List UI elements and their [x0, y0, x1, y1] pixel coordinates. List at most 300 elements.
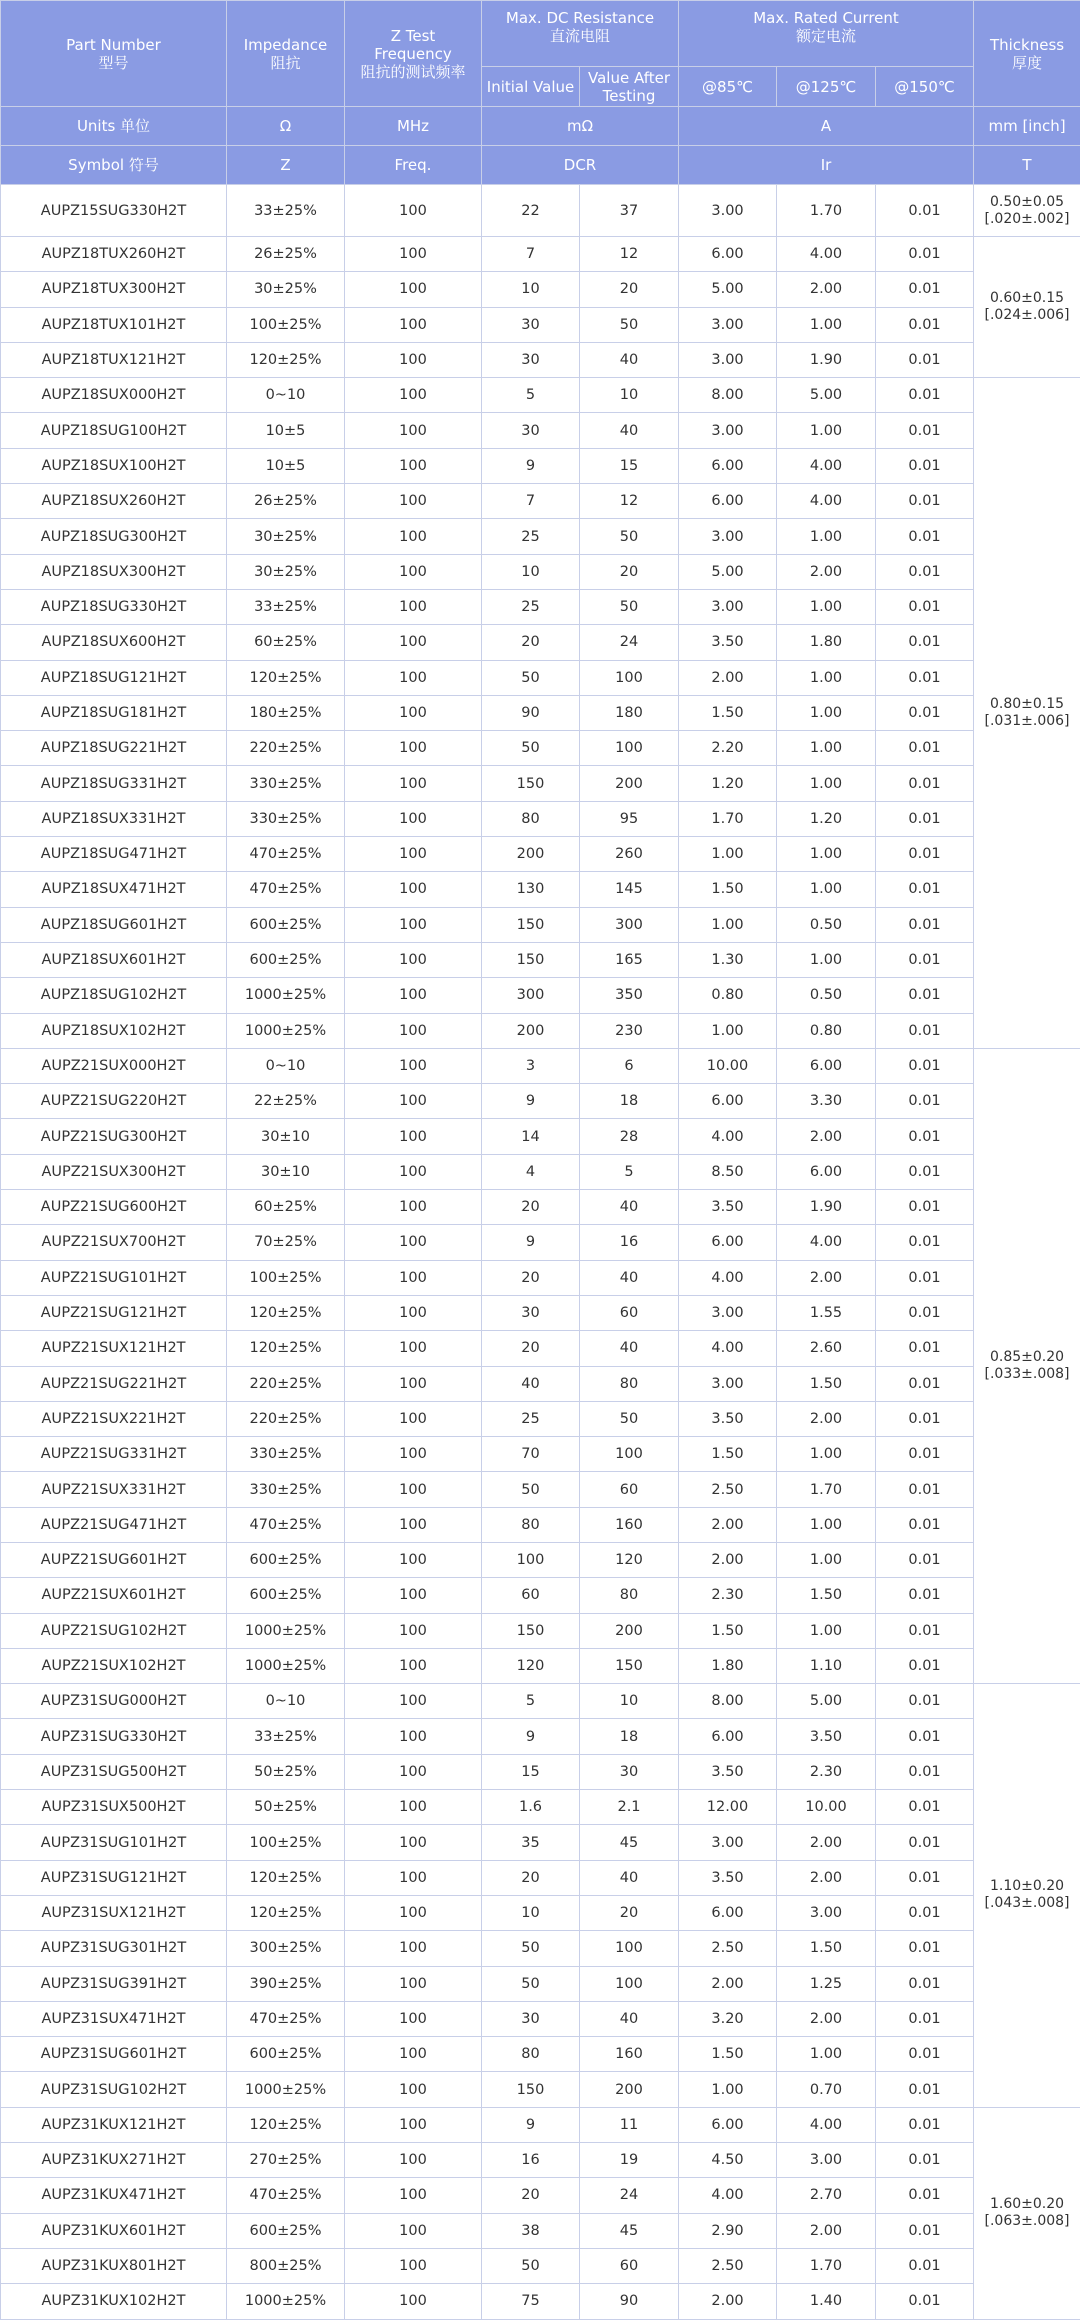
cell-frequency: 100 — [345, 1401, 482, 1436]
cell-part-number: AUPZ18SUG471H2T — [1, 837, 227, 872]
cell-dcr-after: 350 — [580, 978, 679, 1013]
table-row — [1, 942, 1080, 977]
cell-current-85: 1.50 — [679, 695, 777, 730]
cell-current-85: 3.00 — [679, 589, 777, 624]
cell-frequency: 100 — [345, 1331, 482, 1366]
cell-part-number: AUPZ21SUG102H2T — [1, 1613, 227, 1648]
cell-part-number: AUPZ18TUX260H2T — [1, 237, 227, 272]
cell-current-85: 1.00 — [679, 2072, 777, 2107]
cell-impedance: 1000±25% — [227, 2072, 345, 2107]
cell-dcr-initial: 80 — [482, 2037, 580, 2072]
cell-current-150: 0.01 — [876, 1437, 974, 1472]
cell-part-number: AUPZ18SUG331H2T — [1, 766, 227, 801]
cell-part-number: AUPZ18SUX102H2T — [1, 1013, 227, 1048]
header-temp-85: @85℃ — [679, 67, 777, 107]
cell-part-number: AUPZ18SUX300H2T — [1, 554, 227, 589]
cell-current-150: 0.01 — [876, 1895, 974, 1930]
cell-dcr-initial: 7 — [482, 484, 580, 519]
cell-current-150: 0.01 — [876, 2107, 974, 2142]
table-row — [1, 1331, 1080, 1366]
cell-current-125: 1.50 — [777, 1931, 876, 1966]
table-row — [1, 1401, 1080, 1436]
cell-current-85: 2.90 — [679, 2213, 777, 2248]
cell-current-85: 2.50 — [679, 1472, 777, 1507]
header-value-after-testing: Value After Testing — [580, 67, 679, 107]
cell-frequency: 100 — [345, 413, 482, 448]
cell-part-number: AUPZ18SUG330H2T — [1, 589, 227, 624]
cell-impedance: 600±25% — [227, 1578, 345, 1613]
cell-current-125: 3.50 — [777, 1719, 876, 1754]
cell-dcr-after: 40 — [580, 2001, 679, 2036]
cell-dcr-initial: 80 — [482, 801, 580, 836]
cell-current-85: 1.30 — [679, 942, 777, 977]
table-row — [1, 1154, 1080, 1189]
cell-impedance: 10±5 — [227, 413, 345, 448]
table-row — [1, 1578, 1080, 1613]
table-row — [1, 1931, 1080, 1966]
cell-current-125: 1.70 — [777, 185, 876, 237]
cell-current-125: 10.00 — [777, 1790, 876, 1825]
cell-part-number: AUPZ15SUG330H2T — [1, 185, 227, 237]
cell-dcr-initial: 50 — [482, 2248, 580, 2283]
cell-dcr-initial: 20 — [482, 1190, 580, 1225]
cell-current-150: 0.01 — [876, 1084, 974, 1119]
cell-current-125: 2.30 — [777, 1754, 876, 1789]
table-row — [1, 1754, 1080, 1789]
cell-current-85: 5.00 — [679, 272, 777, 307]
table-row — [1, 413, 1080, 448]
cell-current-150: 0.01 — [876, 801, 974, 836]
cell-current-125: 1.80 — [777, 625, 876, 660]
table-body — [1, 185, 1080, 2320]
cell-dcr-after: 30 — [580, 1754, 679, 1789]
cell-part-number: AUPZ18SUG102H2T — [1, 978, 227, 1013]
cell-current-125: 3.00 — [777, 1895, 876, 1930]
cell-dcr-after: 28 — [580, 1119, 679, 1154]
cell-impedance: 470±25% — [227, 837, 345, 872]
cell-current-85: 4.00 — [679, 1119, 777, 1154]
cell-dcr-after: 11 — [580, 2107, 679, 2142]
symbol-row — [1, 146, 1080, 185]
cell-current-150: 0.01 — [876, 1613, 974, 1648]
cell-part-number: AUPZ31SUG500H2T — [1, 1754, 227, 1789]
cell-thickness — [974, 185, 1080, 237]
table-row — [1, 872, 1080, 907]
cell-current-85: 2.00 — [679, 1507, 777, 1542]
cell-dcr-after: 15 — [580, 448, 679, 483]
units-label: Units 单位 — [1, 107, 227, 146]
cell-impedance: 600±25% — [227, 907, 345, 942]
cell-current-150: 0.01 — [876, 907, 974, 942]
thickness-inch: [.033±.008] — [974, 1366, 1080, 1383]
cell-impedance: 0~10 — [227, 1048, 345, 1083]
cell-dcr-initial: 20 — [482, 625, 580, 660]
cell-current-85: 1.50 — [679, 2037, 777, 2072]
cell-dcr-initial: 40 — [482, 1366, 580, 1401]
cell-current-85: 3.00 — [679, 1825, 777, 1860]
cell-impedance: 120±25% — [227, 1295, 345, 1330]
cell-current-85: 1.50 — [679, 1613, 777, 1648]
cell-dcr-initial: 16 — [482, 2143, 580, 2178]
cell-dcr-after: 24 — [580, 2178, 679, 2213]
cell-current-125: 2.70 — [777, 2178, 876, 2213]
table-row — [1, 978, 1080, 1013]
cell-dcr-after: 20 — [580, 1895, 679, 1930]
cell-current-85: 6.00 — [679, 1225, 777, 1260]
cell-dcr-after: 230 — [580, 1013, 679, 1048]
cell-part-number: AUPZ21SUG331H2T — [1, 1437, 227, 1472]
table-row — [1, 907, 1080, 942]
cell-dcr-initial: 200 — [482, 837, 580, 872]
cell-dcr-after: 80 — [580, 1366, 679, 1401]
cell-frequency: 100 — [345, 2072, 482, 2107]
cell-current-85: 6.00 — [679, 1084, 777, 1119]
cell-current-125: 1.00 — [777, 2037, 876, 2072]
cell-dcr-after: 100 — [580, 1966, 679, 2001]
thickness-mm: 0.50±0.05 — [974, 194, 1080, 211]
cell-frequency: 100 — [345, 2037, 482, 2072]
cell-current-150: 0.01 — [876, 2072, 974, 2107]
cell-dcr-initial: 35 — [482, 1825, 580, 1860]
cell-impedance: 390±25% — [227, 1966, 345, 2001]
cell-current-150: 0.01 — [876, 2178, 974, 2213]
cell-current-150: 0.01 — [876, 1719, 974, 1754]
cell-dcr-after: 200 — [580, 766, 679, 801]
cell-current-150: 0.01 — [876, 1472, 974, 1507]
units-impedance: Ω — [227, 107, 345, 146]
cell-frequency: 100 — [345, 872, 482, 907]
cell-current-150: 0.01 — [876, 378, 974, 413]
table-row — [1, 625, 1080, 660]
cell-current-150: 0.01 — [876, 1684, 974, 1719]
cell-part-number: AUPZ18SUX000H2T — [1, 378, 227, 413]
table-row — [1, 1119, 1080, 1154]
table-row — [1, 2213, 1080, 2248]
cell-impedance: 0~10 — [227, 1684, 345, 1719]
cell-current-125: 4.00 — [777, 1225, 876, 1260]
cell-impedance: 30±10 — [227, 1119, 345, 1154]
table-row — [1, 1048, 1080, 1083]
table-row — [1, 1437, 1080, 1472]
cell-current-125: 1.10 — [777, 1648, 876, 1683]
cell-frequency: 100 — [345, 1048, 482, 1083]
thickness-mm: 0.60±0.15 — [974, 290, 1080, 307]
cell-impedance: 100±25% — [227, 307, 345, 342]
cell-current-125: 1.90 — [777, 1190, 876, 1225]
cell-current-125: 1.25 — [777, 1966, 876, 2001]
cell-dcr-initial: 50 — [482, 731, 580, 766]
cell-current-85: 6.00 — [679, 1719, 777, 1754]
cell-current-85: 3.50 — [679, 1860, 777, 1895]
cell-current-150: 0.01 — [876, 1401, 974, 1436]
cell-dcr-initial: 25 — [482, 589, 580, 624]
cell-current-85: 2.50 — [679, 2248, 777, 2283]
header-temp-150: @150℃ — [876, 67, 974, 107]
cell-current-125: 2.00 — [777, 1260, 876, 1295]
cell-impedance: 50±25% — [227, 1754, 345, 1789]
cell-current-150: 0.01 — [876, 1295, 974, 1330]
cell-dcr-after: 37 — [580, 185, 679, 237]
cell-dcr-after: 10 — [580, 378, 679, 413]
cell-part-number: AUPZ31KUX271H2T — [1, 2143, 227, 2178]
cell-dcr-initial: 5 — [482, 1684, 580, 1719]
cell-frequency: 100 — [345, 731, 482, 766]
cell-part-number: AUPZ21SUX121H2T — [1, 1331, 227, 1366]
cell-dcr-initial: 50 — [482, 1966, 580, 2001]
cell-current-125: 2.00 — [777, 1825, 876, 1860]
cell-current-85: 3.50 — [679, 1754, 777, 1789]
cell-current-150: 0.01 — [876, 1542, 974, 1577]
cell-current-125: 2.00 — [777, 2213, 876, 2248]
cell-frequency: 100 — [345, 1190, 482, 1225]
cell-frequency: 100 — [345, 2284, 482, 2319]
cell-current-125: 1.00 — [777, 872, 876, 907]
cell-frequency: 100 — [345, 1790, 482, 1825]
cell-current-150: 0.01 — [876, 1790, 974, 1825]
cell-impedance: 120±25% — [227, 342, 345, 377]
cell-dcr-after: 300 — [580, 907, 679, 942]
cell-dcr-after: 20 — [580, 272, 679, 307]
cell-dcr-after: 100 — [580, 660, 679, 695]
cell-dcr-initial: 38 — [482, 2213, 580, 2248]
cell-dcr-after: 50 — [580, 307, 679, 342]
cell-current-85: 12.00 — [679, 1790, 777, 1825]
cell-current-85: 1.00 — [679, 837, 777, 872]
cell-current-85: 3.50 — [679, 1190, 777, 1225]
table-row — [1, 1507, 1080, 1542]
cell-frequency: 100 — [345, 1719, 482, 1754]
cell-current-125: 0.70 — [777, 2072, 876, 2107]
cell-current-150: 0.01 — [876, 342, 974, 377]
cell-current-150: 0.01 — [876, 2213, 974, 2248]
cell-current-150: 0.01 — [876, 766, 974, 801]
cell-frequency: 100 — [345, 625, 482, 660]
table-row — [1, 2143, 1080, 2178]
cell-dcr-initial: 20 — [482, 2178, 580, 2213]
cell-frequency: 100 — [345, 2248, 482, 2283]
cell-thickness — [974, 2107, 1080, 2319]
cell-impedance: 220±25% — [227, 1366, 345, 1401]
cell-impedance: 33±25% — [227, 589, 345, 624]
cell-current-125: 4.00 — [777, 237, 876, 272]
cell-frequency: 100 — [345, 1366, 482, 1401]
cell-current-125: 1.70 — [777, 1472, 876, 1507]
cell-impedance: 100±25% — [227, 1825, 345, 1860]
cell-impedance: 470±25% — [227, 2178, 345, 2213]
cell-part-number: AUPZ21SUG220H2T — [1, 1084, 227, 1119]
cell-current-85: 2.30 — [679, 1578, 777, 1613]
cell-part-number: AUPZ31SUX500H2T — [1, 1790, 227, 1825]
cell-current-125: 1.00 — [777, 660, 876, 695]
cell-current-150: 0.01 — [876, 1225, 974, 1260]
cell-current-125: 1.00 — [777, 695, 876, 730]
table-row — [1, 519, 1080, 554]
cell-dcr-after: 260 — [580, 837, 679, 872]
cell-frequency: 100 — [345, 801, 482, 836]
cell-impedance: 30±25% — [227, 554, 345, 589]
table-row — [1, 1190, 1080, 1225]
cell-frequency: 100 — [345, 1966, 482, 2001]
cell-dcr-after: 24 — [580, 625, 679, 660]
cell-current-150: 0.01 — [876, 2248, 974, 2283]
cell-part-number: AUPZ18SUG300H2T — [1, 519, 227, 554]
table-row — [1, 484, 1080, 519]
cell-dcr-initial: 25 — [482, 519, 580, 554]
header-rated-current: Max. Rated Current 额定电流 — [679, 1, 974, 67]
table-row — [1, 1790, 1080, 1825]
table-row — [1, 272, 1080, 307]
cell-dcr-initial: 9 — [482, 448, 580, 483]
cell-part-number: AUPZ18SUG100H2T — [1, 413, 227, 448]
thickness-mm: 0.85±0.20 — [974, 1349, 1080, 1366]
cell-impedance: 300±25% — [227, 1931, 345, 1966]
cell-current-85: 6.00 — [679, 1895, 777, 1930]
cell-frequency: 100 — [345, 1154, 482, 1189]
cell-dcr-after: 10 — [580, 1684, 679, 1719]
cell-current-150: 0.01 — [876, 413, 974, 448]
table-row — [1, 1648, 1080, 1683]
cell-impedance: 30±10 — [227, 1154, 345, 1189]
units-dcr: mΩ — [482, 107, 679, 146]
cell-dcr-initial: 22 — [482, 185, 580, 237]
table-row — [1, 660, 1080, 695]
cell-current-85: 1.80 — [679, 1648, 777, 1683]
cell-current-125: 1.00 — [777, 1437, 876, 1472]
cell-current-150: 0.01 — [876, 185, 974, 237]
cell-dcr-after: 12 — [580, 484, 679, 519]
cell-dcr-after: 6 — [580, 1048, 679, 1083]
cell-impedance: 220±25% — [227, 1401, 345, 1436]
cell-current-150: 0.01 — [876, 1366, 974, 1401]
cell-current-85: 3.00 — [679, 185, 777, 237]
cell-current-85: 3.00 — [679, 1295, 777, 1330]
cell-dcr-after: 160 — [580, 2037, 679, 2072]
cell-current-85: 4.50 — [679, 2143, 777, 2178]
header-thickness: Thickness 厚度 — [974, 1, 1080, 107]
cell-current-125: 1.00 — [777, 589, 876, 624]
cell-current-85: 2.00 — [679, 2284, 777, 2319]
cell-dcr-after: 40 — [580, 1260, 679, 1295]
cell-frequency: 100 — [345, 1260, 482, 1295]
cell-current-85: 3.00 — [679, 413, 777, 448]
thickness-inch: [.024±.006] — [974, 307, 1080, 324]
symbol-frequency: Freq. — [345, 146, 482, 185]
cell-dcr-initial: 30 — [482, 307, 580, 342]
cell-part-number: AUPZ18SUG221H2T — [1, 731, 227, 766]
cell-current-150: 0.01 — [876, 978, 974, 1013]
thickness-mm: 1.10±0.20 — [974, 1878, 1080, 1895]
cell-current-125: 2.00 — [777, 1401, 876, 1436]
cell-current-150: 0.01 — [876, 1931, 974, 1966]
cell-current-125: 1.00 — [777, 1613, 876, 1648]
cell-current-125: 2.00 — [777, 1860, 876, 1895]
cell-dcr-initial: 50 — [482, 660, 580, 695]
header-dc-resistance: Max. DC Resistance 直流电阻 — [482, 1, 679, 67]
table-row — [1, 801, 1080, 836]
thickness-inch: [.031±.006] — [974, 713, 1080, 730]
table-row — [1, 342, 1080, 377]
cell-current-150: 0.01 — [876, 2284, 974, 2319]
cell-dcr-after: 40 — [580, 413, 679, 448]
cell-current-150: 0.01 — [876, 519, 974, 554]
cell-part-number: AUPZ18SUX100H2T — [1, 448, 227, 483]
cell-current-85: 8.00 — [679, 1684, 777, 1719]
table-row — [1, 1613, 1080, 1648]
cell-current-85: 2.50 — [679, 1931, 777, 1966]
cell-frequency: 100 — [345, 1684, 482, 1719]
cell-dcr-initial: 80 — [482, 1507, 580, 1542]
table-row — [1, 185, 1080, 237]
cell-dcr-after: 18 — [580, 1719, 679, 1754]
cell-part-number: AUPZ31KUX121H2T — [1, 2107, 227, 2142]
cell-part-number: AUPZ31SUG391H2T — [1, 1966, 227, 2001]
cell-part-number: AUPZ31KUX601H2T — [1, 2213, 227, 2248]
cell-current-125: 4.00 — [777, 484, 876, 519]
cell-impedance: 33±25% — [227, 185, 345, 237]
table-row — [1, 2001, 1080, 2036]
cell-current-150: 0.01 — [876, 1190, 974, 1225]
cell-part-number: AUPZ31SUG121H2T — [1, 1860, 227, 1895]
cell-impedance: 270±25% — [227, 2143, 345, 2178]
cell-dcr-initial: 75 — [482, 2284, 580, 2319]
cell-impedance: 330±25% — [227, 1472, 345, 1507]
cell-dcr-after: 18 — [580, 1084, 679, 1119]
cell-part-number: AUPZ31SUG330H2T — [1, 1719, 227, 1754]
cell-current-125: 1.00 — [777, 766, 876, 801]
cell-part-number: AUPZ31SUG000H2T — [1, 1684, 227, 1719]
cell-impedance: 33±25% — [227, 1719, 345, 1754]
cell-current-150: 0.01 — [876, 1331, 974, 1366]
header-z-test-frequency: Z Test Frequency 阻抗的测试频率 — [345, 1, 482, 107]
cell-impedance: 1000±25% — [227, 1613, 345, 1648]
cell-current-85: 4.00 — [679, 2178, 777, 2213]
symbol-label: Symbol 符号 — [1, 146, 227, 185]
cell-current-125: 1.55 — [777, 1295, 876, 1330]
cell-dcr-initial: 70 — [482, 1437, 580, 1472]
cell-current-150: 0.01 — [876, 1260, 974, 1295]
cell-impedance: 120±25% — [227, 1331, 345, 1366]
cell-frequency: 100 — [345, 1825, 482, 1860]
cell-part-number: AUPZ21SUX331H2T — [1, 1472, 227, 1507]
cell-frequency: 100 — [345, 342, 482, 377]
cell-current-125: 5.00 — [777, 1684, 876, 1719]
cell-current-125: 2.00 — [777, 554, 876, 589]
cell-part-number: AUPZ21SUG300H2T — [1, 1119, 227, 1154]
cell-current-150: 0.01 — [876, 660, 974, 695]
cell-dcr-after: 100 — [580, 1931, 679, 1966]
cell-impedance: 220±25% — [227, 731, 345, 766]
cell-part-number: AUPZ18SUG121H2T — [1, 660, 227, 695]
cell-dcr-initial: 10 — [482, 272, 580, 307]
cell-dcr-initial: 5 — [482, 378, 580, 413]
table-row — [1, 1895, 1080, 1930]
cell-impedance: 330±25% — [227, 801, 345, 836]
header-impedance: Impedance 阻抗 — [227, 1, 345, 107]
cell-current-85: 1.20 — [679, 766, 777, 801]
cell-dcr-after: 40 — [580, 1331, 679, 1366]
cell-impedance: 26±25% — [227, 484, 345, 519]
cell-impedance: 26±25% — [227, 237, 345, 272]
cell-part-number: AUPZ21SUG121H2T — [1, 1295, 227, 1330]
cell-frequency: 100 — [345, 1295, 482, 1330]
thickness-mm: 1.60±0.20 — [974, 2196, 1080, 2213]
cell-current-85: 1.50 — [679, 872, 777, 907]
cell-part-number: AUPZ21SUX102H2T — [1, 1648, 227, 1683]
cell-frequency: 100 — [345, 2213, 482, 2248]
table-row — [1, 448, 1080, 483]
cell-dcr-initial: 130 — [482, 872, 580, 907]
cell-current-85: 2.00 — [679, 1966, 777, 2001]
